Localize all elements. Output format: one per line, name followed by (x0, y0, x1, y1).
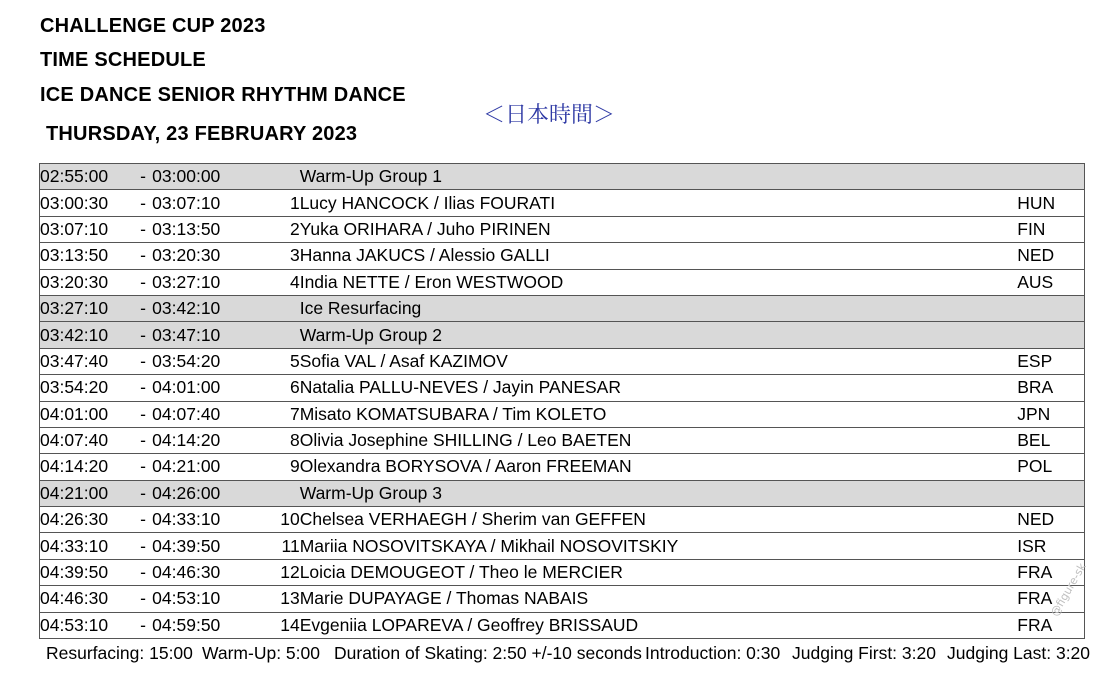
end-time: 04:26:00 (152, 480, 261, 506)
team-name: Sofia VAL / Asaf KAZIMOV (300, 348, 1018, 374)
schedule-skater-row (40, 507, 1085, 533)
end-time: 03:47:10 (152, 322, 261, 348)
schedule-skater-row (40, 216, 1085, 242)
end-time: 04:53:10 (152, 586, 261, 612)
start-number: 2 (261, 216, 299, 242)
break-label: Ice Resurfacing (300, 295, 1018, 321)
segment-title: ICE DANCE SENIOR RHYTHM DANCE (40, 84, 406, 106)
start-time: 03:00:30 (40, 190, 134, 216)
start-number: 8 (261, 427, 299, 453)
start-time: 04:07:40 (40, 427, 134, 453)
start-number: 14 (261, 612, 299, 638)
team-name: Yuka ORIHARA / Juho PIRINEN (300, 216, 1018, 242)
start-number: 13 (261, 586, 299, 612)
start-time: 04:46:30 (40, 586, 134, 612)
schedule-skater-row (40, 401, 1085, 427)
nation-code (1017, 164, 1084, 190)
time-separator: - (134, 269, 152, 295)
start-time: 03:42:10 (40, 322, 134, 348)
team-name: Natalia PALLU-NEVES / Jayin PANESAR (300, 375, 1018, 401)
schedule-skater-row (40, 375, 1085, 401)
time-separator: - (134, 322, 152, 348)
watermark: @figure-sk (1048, 560, 1089, 619)
schedule-title: TIME SCHEDULE (40, 49, 206, 71)
time-separator: - (134, 295, 152, 321)
nation-code: JPN (1017, 401, 1084, 427)
schedule-break-row (40, 480, 1085, 506)
nation-code: NED (1017, 243, 1084, 269)
end-time: 04:59:50 (152, 612, 261, 638)
start-time: 03:13:50 (40, 243, 134, 269)
start-number: 4 (261, 269, 299, 295)
start-number: 9 (261, 454, 299, 480)
footer-warmup: Warm-Up: 5:00 (202, 643, 320, 663)
schedule-skater-row (40, 612, 1085, 638)
nation-code (1017, 322, 1084, 348)
footer-judging-first: Judging First: 3:20 (792, 643, 936, 663)
time-separator: - (134, 533, 152, 559)
nation-code: BRA (1017, 375, 1084, 401)
team-name: Loicia DEMOUGEOT / Theo le MERCIER (300, 559, 1018, 585)
team-name: Olexandra BORYSOVA / Aaron FREEMAN (300, 454, 1018, 480)
time-separator: - (134, 243, 152, 269)
footer-introduction: Introduction: 0:30 (645, 643, 781, 663)
start-time: 04:01:00 (40, 401, 134, 427)
schedule-skater-row (40, 243, 1085, 269)
end-time: 04:01:00 (152, 375, 261, 401)
time-separator: - (134, 559, 152, 585)
time-separator: - (134, 375, 152, 401)
start-number: 5 (261, 348, 299, 374)
team-name: India NETTE / Eron WESTWOOD (300, 269, 1018, 295)
end-time: 04:07:40 (152, 401, 261, 427)
time-separator: - (134, 164, 152, 190)
break-label: Warm-Up Group 3 (300, 480, 1018, 506)
break-label: Warm-Up Group 1 (300, 164, 1018, 190)
start-number: 11 (261, 533, 299, 559)
start-time: 03:07:10 (40, 216, 134, 242)
team-name: Lucy HANCOCK / Ilias FOURATI (300, 190, 1018, 216)
nation-code: HUN (1017, 190, 1084, 216)
time-separator: - (134, 190, 152, 216)
schedule-break-row (40, 164, 1085, 190)
end-time: 03:07:10 (152, 190, 261, 216)
start-time: 04:26:30 (40, 507, 134, 533)
time-separator: - (134, 216, 152, 242)
footer-resurfacing: Resurfacing: 15:00 (46, 643, 193, 663)
end-time: 04:39:50 (152, 533, 261, 559)
time-separator: - (134, 586, 152, 612)
schedule-date: THURSDAY, 23 FEBRUARY 2023 (46, 123, 358, 145)
start-time: 04:39:50 (40, 559, 134, 585)
team-name: Olivia Josephine SHILLING / Leo BAETEN (300, 427, 1018, 453)
start-number: 6 (261, 375, 299, 401)
schedule-skater-row (40, 427, 1085, 453)
event-title: CHALLENGE CUP 2023 (40, 15, 266, 37)
start-number: 10 (261, 507, 299, 533)
end-time: 04:14:20 (152, 427, 261, 453)
start-time: 04:21:00 (40, 480, 134, 506)
time-separator: - (134, 612, 152, 638)
time-separator: - (134, 348, 152, 374)
end-time: 03:20:30 (152, 243, 261, 269)
team-name: Hanna JAKUCS / Alessio GALLI (300, 243, 1018, 269)
footer-duration: Duration of Skating: 2:50 +/-10 seconds (334, 643, 642, 663)
nation-code: FRA (1017, 612, 1084, 638)
time-separator: - (134, 507, 152, 533)
schedule-skater-row (40, 559, 1085, 585)
start-time: 04:33:10 (40, 533, 134, 559)
start-time: 03:47:40 (40, 348, 134, 374)
end-time: 03:54:20 (152, 348, 261, 374)
time-separator: - (134, 480, 152, 506)
end-time: 04:46:30 (152, 559, 261, 585)
nation-code: FRA (1017, 586, 1084, 612)
start-time: 02:55:00 (40, 164, 134, 190)
end-time: 03:27:10 (152, 269, 261, 295)
team-name: Mariia NOSOVITSKAYA / Mikhail NOSOVITSKIY (300, 533, 1018, 559)
nation-code (1017, 295, 1084, 321)
nation-code: BEL (1017, 427, 1084, 453)
break-label: Warm-Up Group 2 (300, 322, 1018, 348)
time-separator: - (134, 454, 152, 480)
footer-judging-last: Judging Last: 3:20 (947, 643, 1091, 663)
nation-code: ISR (1017, 533, 1084, 559)
nation-code: POL (1017, 454, 1084, 480)
nation-code: AUS (1017, 269, 1084, 295)
start-time: 03:20:30 (40, 269, 134, 295)
end-time: 04:33:10 (152, 507, 261, 533)
time-separator: - (134, 401, 152, 427)
start-number (261, 480, 299, 506)
team-name: Chelsea VERHAEGH / Sherim van GEFFEN (300, 507, 1018, 533)
schedule-skater-row (40, 586, 1085, 612)
start-number: 3 (261, 243, 299, 269)
schedule-table-body (40, 164, 1085, 639)
start-number: 7 (261, 401, 299, 427)
nation-code: ESP (1017, 348, 1084, 374)
end-time: 04:21:00 (152, 454, 261, 480)
nation-code: NED (1017, 507, 1084, 533)
schedule-skater-row (40, 533, 1085, 559)
schedule-skater-row (40, 190, 1085, 216)
schedule-table (39, 163, 1085, 639)
schedule-skater-row (40, 269, 1085, 295)
team-name: Misato KOMATSUBARA / Tim KOLETO (300, 401, 1018, 427)
start-number (261, 322, 299, 348)
schedule-skater-row (40, 348, 1085, 374)
end-time: 03:42:10 (152, 295, 261, 321)
team-name: Marie DUPAYAGE / Thomas NABAIS (300, 586, 1018, 612)
end-time: 03:00:00 (152, 164, 261, 190)
nation-code: FRA (1017, 559, 1084, 585)
schedule-break-row (40, 322, 1085, 348)
nation-code (1017, 480, 1084, 506)
start-time: 03:54:20 (40, 375, 134, 401)
start-number: 12 (261, 559, 299, 585)
end-time: 03:13:50 (152, 216, 261, 242)
start-number (261, 164, 299, 190)
schedule-break-row (40, 295, 1085, 321)
timezone-note: ＜日本時間＞ (483, 103, 616, 128)
time-separator: - (134, 427, 152, 453)
nation-code: FIN (1017, 216, 1084, 242)
start-number (261, 295, 299, 321)
schedule-skater-row (40, 454, 1085, 480)
start-time: 03:27:10 (40, 295, 134, 321)
team-name: Evgeniia LOPAREVA / Geoffrey BRISSAUD (300, 612, 1018, 638)
start-time: 04:53:10 (40, 612, 134, 638)
start-number: 1 (261, 190, 299, 216)
start-time: 04:14:20 (40, 454, 134, 480)
